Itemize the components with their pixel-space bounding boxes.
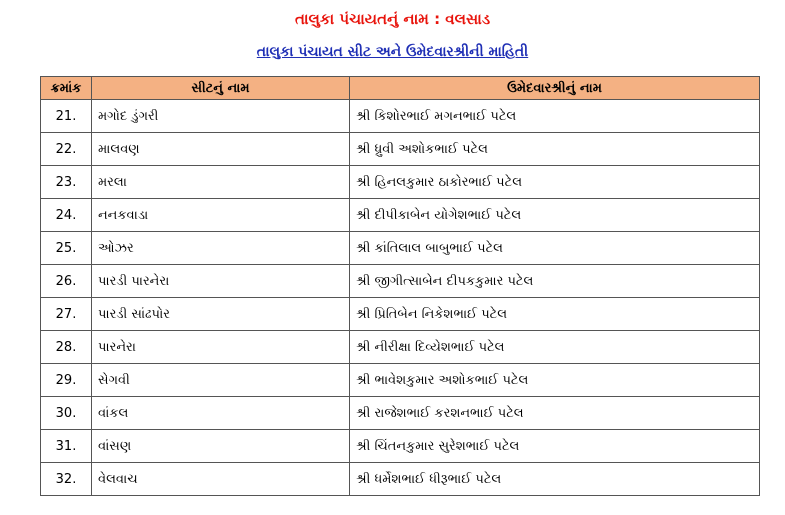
table-row bbox=[41, 166, 760, 199]
serial-number: 26. bbox=[41, 265, 92, 298]
seat-name: વાંસણ bbox=[92, 430, 350, 463]
serial-number: 29. bbox=[41, 364, 92, 397]
table-row bbox=[41, 463, 760, 496]
candidate-name: શ્રી કિશોરભાઈ મગનભાઈ પટેલ bbox=[350, 100, 760, 133]
seat-name: માલવણ bbox=[92, 133, 350, 166]
page-subtitle: તાલુકા પંચાયત સીટ અને ઉમેદવારશ્રીની માહિતી bbox=[256, 44, 529, 60]
table-row bbox=[41, 265, 760, 298]
serial-number: 25. bbox=[41, 232, 92, 265]
table-header-row bbox=[41, 77, 760, 100]
table-row bbox=[41, 199, 760, 232]
table-row bbox=[41, 364, 760, 397]
candidate-name: શ્રી નીરીક્ષા દિવ્યેશભાઈ પટેલ bbox=[350, 331, 760, 364]
seat-name: નનકવાડા bbox=[92, 199, 350, 232]
candidate-name: શ્રી કાંતિલાલ બાબુભાઈ પટેલ bbox=[350, 232, 760, 265]
serial-number: 32. bbox=[41, 463, 92, 496]
column-header-candidate-name: ઉમેદવારશ્રીનું નામ bbox=[350, 77, 760, 100]
seat-name: પારનેરા bbox=[92, 331, 350, 364]
serial-number: 30. bbox=[41, 397, 92, 430]
candidate-name: શ્રી ચિંતનકુમાર સુરેશભાઈ પટેલ bbox=[350, 430, 760, 463]
seat-name: મરલા bbox=[92, 166, 350, 199]
seat-name: વાંકલ bbox=[92, 397, 350, 430]
seat-name: ઓઝર bbox=[92, 232, 350, 265]
table-row bbox=[41, 397, 760, 430]
seat-name: મગોદ ડુંગરી bbox=[92, 100, 350, 133]
seat-name: પારડી સાંઢપોર bbox=[92, 298, 350, 331]
seat-name: પારડી પારનેરા bbox=[92, 265, 350, 298]
seat-name: વેલવાચ bbox=[92, 463, 350, 496]
seat-name: સેગવી bbox=[92, 364, 350, 397]
table-row bbox=[41, 298, 760, 331]
serial-number: 28. bbox=[41, 331, 92, 364]
candidate-name: શ્રી ધર્મેશભાઈ ધીરૂભાઈ પટેલ bbox=[350, 463, 760, 496]
candidate-name: શ્રી હિનલકુમાર ઠાકોરભાઈ પટેલ bbox=[350, 166, 760, 199]
table-row bbox=[41, 331, 760, 364]
page-title: તાલુકા પંચાયતનું નામ : વલસાડ bbox=[294, 10, 491, 28]
serial-number: 22. bbox=[41, 133, 92, 166]
candidate-name: શ્રી ભાવેશકુમાર અશોકભાઈ પટેલ bbox=[350, 364, 760, 397]
table-row bbox=[41, 430, 760, 463]
seat-candidate-table bbox=[40, 76, 760, 496]
serial-number: 31. bbox=[41, 430, 92, 463]
candidate-name: શ્રી દીપીકાબેન યોગેશભાઈ પટેલ bbox=[350, 199, 760, 232]
candidate-name: શ્રી રાજેશભાઈ કરશનભાઈ પટેલ bbox=[350, 397, 760, 430]
column-header-seat-name: સીટનું નામ bbox=[92, 77, 350, 100]
table-row bbox=[41, 133, 760, 166]
candidate-name: શ્રી જીગીત્સાબેન દીપકકુમાર પટેલ bbox=[350, 265, 760, 298]
column-header-serial: ક્રમાંક bbox=[41, 77, 92, 100]
serial-number: 27. bbox=[41, 298, 92, 331]
candidate-name: શ્રી ધ્રુવી અશોકભાઈ પટેલ bbox=[350, 133, 760, 166]
serial-number: 21. bbox=[41, 100, 92, 133]
table-row bbox=[41, 232, 760, 265]
serial-number: 23. bbox=[41, 166, 92, 199]
table-row bbox=[41, 100, 760, 133]
candidate-name: શ્રી પ્રિતિબેન નિકેશભાઈ પટેલ bbox=[350, 298, 760, 331]
serial-number: 24. bbox=[41, 199, 92, 232]
